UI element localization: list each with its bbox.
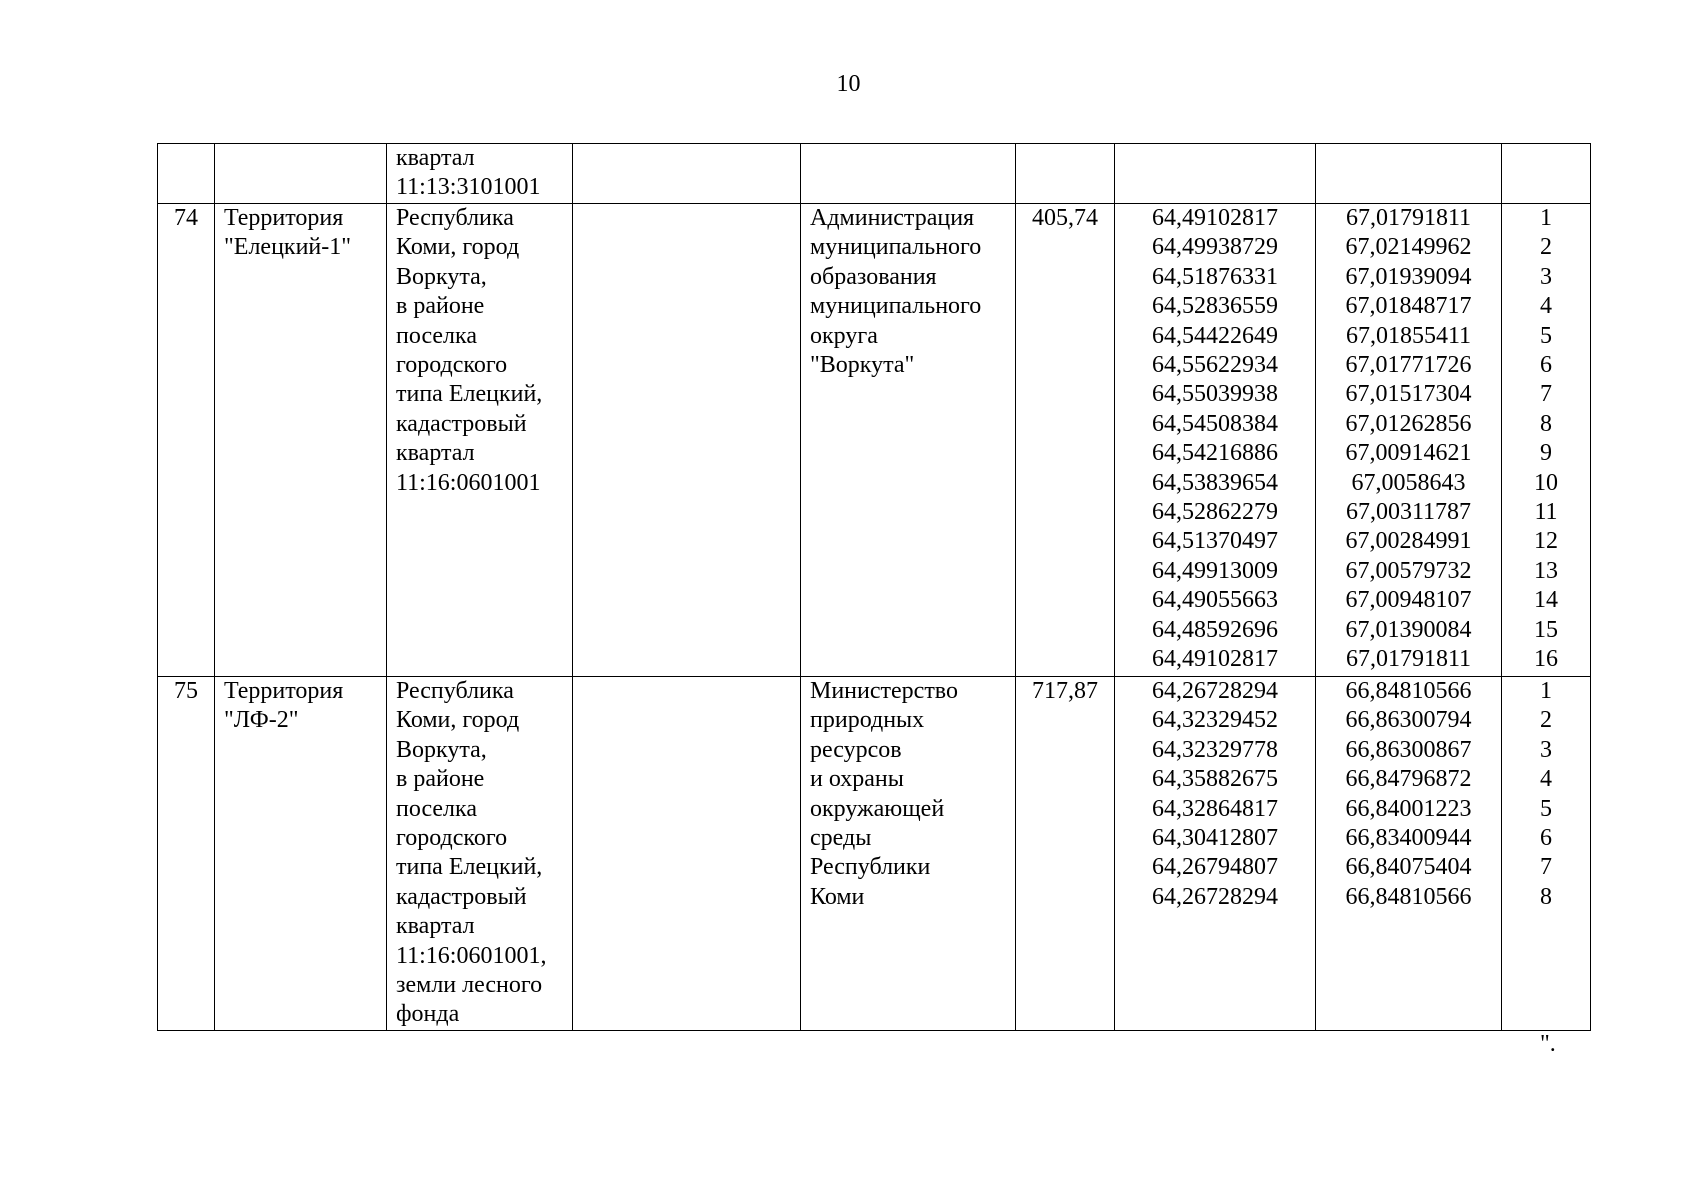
longitude-value: 67,00579732 xyxy=(1345,557,1472,584)
latitude-value: 64,49913009 xyxy=(1152,557,1278,584)
location-line: Воркута, xyxy=(396,263,487,290)
cell-points xyxy=(1502,677,1591,1031)
location-line: городского xyxy=(396,825,508,852)
cell-lon xyxy=(1316,677,1502,1031)
table-row xyxy=(158,677,1591,1031)
longitude-value: 67,01848717 xyxy=(1345,293,1472,320)
name-line: Территория xyxy=(224,678,344,704)
name-line: "ЛФ-2" xyxy=(224,707,299,734)
cell-extra xyxy=(573,677,801,1031)
location-line: квартал xyxy=(396,145,475,171)
latitude-value: 64,32329452 xyxy=(1152,707,1278,734)
longitude-value: 67,01262856 xyxy=(1345,410,1472,437)
continuation-row xyxy=(158,144,1591,204)
cell-num xyxy=(158,677,215,1031)
org-line: "Воркута" xyxy=(810,352,915,379)
row-number: 74 xyxy=(174,205,198,231)
location-line: в районе xyxy=(396,766,485,793)
cell-lat xyxy=(1115,677,1316,1031)
cell-location xyxy=(387,144,573,204)
org-line: окружающей xyxy=(810,795,945,822)
longitude-value: 67,01939094 xyxy=(1345,263,1472,290)
latitude-value: 64,30412807 xyxy=(1152,825,1278,852)
org-line: Администрация xyxy=(810,205,975,231)
location-line: 11:16:0601001, xyxy=(396,942,547,969)
point-number: 5 xyxy=(1540,322,1552,349)
longitude-value: 66,86300794 xyxy=(1345,707,1472,734)
org-line: природных xyxy=(810,707,925,734)
cell-extra xyxy=(573,144,801,204)
longitude-value: 66,86300867 xyxy=(1345,736,1472,763)
latitude-value: 64,49102817 xyxy=(1152,205,1278,231)
location-line: типа Елецкий, xyxy=(396,381,543,408)
org-line: округа xyxy=(810,322,878,349)
longitude-value: 66,84001223 xyxy=(1345,795,1472,822)
location-line: 11:13:3101001 xyxy=(396,174,541,201)
latitude-value: 64,49055663 xyxy=(1152,587,1278,614)
location-line: квартал xyxy=(396,913,475,940)
longitude-value: 67,0058643 xyxy=(1351,469,1466,496)
point-number: 1 xyxy=(1540,205,1552,231)
point-number: 11 xyxy=(1534,499,1558,526)
area-value: 405,74 xyxy=(1032,205,1098,231)
cell-points xyxy=(1502,204,1591,677)
cell-area xyxy=(1016,204,1115,677)
location-line: квартал xyxy=(396,440,475,467)
cell-lat xyxy=(1115,144,1316,204)
point-number: 2 xyxy=(1540,234,1552,261)
longitude-value: 67,00284991 xyxy=(1345,528,1472,555)
longitude-value: 67,01791811 xyxy=(1345,646,1472,673)
cell-location xyxy=(387,677,573,1031)
point-number: 1 xyxy=(1540,678,1552,704)
location-line: поселка xyxy=(396,322,477,349)
point-number: 8 xyxy=(1540,883,1552,910)
point-number: 15 xyxy=(1534,616,1558,643)
longitude-value: 67,01855411 xyxy=(1345,322,1472,349)
point-number: 7 xyxy=(1540,381,1552,408)
cell-num xyxy=(158,144,215,204)
location-line: Воркута, xyxy=(396,736,487,763)
latitude-value: 64,48592696 xyxy=(1152,616,1278,643)
latitude-value: 64,53839654 xyxy=(1152,469,1278,496)
location-line: Коми, город xyxy=(396,234,520,261)
cell-lon xyxy=(1316,204,1502,677)
latitude-value: 64,51370497 xyxy=(1152,528,1278,555)
longitude-value: 66,84075404 xyxy=(1345,854,1472,881)
cell-name xyxy=(215,204,387,677)
point-number: 14 xyxy=(1534,587,1558,614)
longitude-value: 66,84810566 xyxy=(1345,883,1472,910)
cell-num xyxy=(158,204,215,677)
table-row xyxy=(158,204,1591,677)
location-line: кадастровый xyxy=(396,883,527,910)
latitude-value: 64,55039938 xyxy=(1152,381,1278,408)
point-number: 3 xyxy=(1540,736,1552,763)
point-number: 8 xyxy=(1540,410,1552,437)
latitude-value: 64,26728294 xyxy=(1152,678,1278,704)
table-body xyxy=(158,144,1591,1031)
latitude-value: 64,26794807 xyxy=(1152,854,1278,881)
longitude-value: 67,01791811 xyxy=(1345,205,1472,231)
point-number: 10 xyxy=(1534,469,1558,496)
cell-area xyxy=(1016,144,1115,204)
location-line: Республика xyxy=(396,205,514,231)
latitude-value: 64,26728294 xyxy=(1152,883,1278,910)
latitude-value: 64,49102817 xyxy=(1152,646,1278,673)
point-number: 12 xyxy=(1534,528,1558,555)
longitude-value: 66,84810566 xyxy=(1345,678,1472,704)
latitude-value: 64,54422649 xyxy=(1152,322,1278,349)
location-line: поселка xyxy=(396,795,477,822)
org-line: Министерство xyxy=(810,678,958,704)
cell-extra xyxy=(573,204,801,677)
name-line: Территория xyxy=(224,205,344,231)
point-number: 3 xyxy=(1540,263,1552,290)
point-number: 4 xyxy=(1540,766,1552,793)
location-line: Республика xyxy=(396,678,514,704)
territory-table xyxy=(157,143,1591,1031)
location-line: городского xyxy=(396,352,508,379)
longitude-value: 67,00948107 xyxy=(1345,587,1472,614)
cell-name xyxy=(215,677,387,1031)
longitude-value: 67,01390084 xyxy=(1345,616,1472,643)
longitude-value: 67,00914621 xyxy=(1345,440,1472,467)
org-line: муниципального xyxy=(810,293,982,320)
cell-lon xyxy=(1316,144,1502,204)
row-number: 75 xyxy=(174,678,198,704)
location-line: в районе xyxy=(396,293,485,320)
latitude-value: 64,54508384 xyxy=(1152,410,1278,437)
location-line: земли лесного xyxy=(396,972,543,999)
point-number: 9 xyxy=(1540,440,1552,467)
org-line: Коми xyxy=(810,883,865,910)
longitude-value: 67,02149962 xyxy=(1345,234,1472,261)
longitude-value: 66,83400944 xyxy=(1345,825,1472,852)
point-number: 5 xyxy=(1540,795,1552,822)
point-number: 13 xyxy=(1534,557,1558,584)
cell-points xyxy=(1502,144,1591,204)
latitude-value: 64,51876331 xyxy=(1152,263,1278,290)
location-line: кадастровый xyxy=(396,410,527,437)
org-line: ресурсов xyxy=(810,736,902,763)
latitude-value: 64,52862279 xyxy=(1152,499,1278,526)
location-line: 11:16:0601001 xyxy=(396,469,541,496)
cell-location xyxy=(387,204,573,677)
latitude-value: 64,32864817 xyxy=(1152,795,1278,822)
org-line: среды xyxy=(810,825,872,852)
latitude-value: 64,54216886 xyxy=(1152,440,1278,467)
location-line: фонда xyxy=(396,1001,460,1028)
latitude-value: 64,49938729 xyxy=(1152,234,1278,261)
org-line: и охраны xyxy=(810,766,904,793)
cell-org xyxy=(801,144,1016,204)
org-line: муниципального xyxy=(810,234,982,261)
org-line: образования xyxy=(810,263,937,290)
cell-org xyxy=(801,677,1016,1031)
location-line: типа Елецкий, xyxy=(396,854,543,881)
location-line: Коми, город xyxy=(396,707,520,734)
longitude-value: 67,01771726 xyxy=(1345,352,1472,379)
longitude-value: 66,84796872 xyxy=(1345,766,1472,793)
org-line: Республики xyxy=(810,854,931,881)
cell-area xyxy=(1016,677,1115,1031)
latitude-value: 64,55622934 xyxy=(1152,352,1278,379)
point-number: 7 xyxy=(1540,854,1552,881)
cell-org xyxy=(801,204,1016,677)
longitude-value: 67,01517304 xyxy=(1345,381,1472,408)
point-number: 16 xyxy=(1534,646,1558,673)
cell-lat xyxy=(1115,204,1316,677)
latitude-value: 64,35882675 xyxy=(1152,766,1278,793)
point-number: 4 xyxy=(1540,293,1552,320)
point-number: 6 xyxy=(1540,825,1552,852)
latitude-value: 64,32329778 xyxy=(1152,736,1278,763)
name-line: "Елецкий-1" xyxy=(224,234,352,261)
longitude-value: 67,00311787 xyxy=(1345,499,1472,526)
closing-quote: ". xyxy=(1540,1031,1556,1057)
page-number: 10 xyxy=(836,71,861,97)
area-value: 717,87 xyxy=(1032,678,1098,704)
point-number: 6 xyxy=(1540,352,1552,379)
point-number: 2 xyxy=(1540,707,1552,734)
latitude-value: 64,52836559 xyxy=(1152,293,1278,320)
cell-name xyxy=(215,144,387,204)
